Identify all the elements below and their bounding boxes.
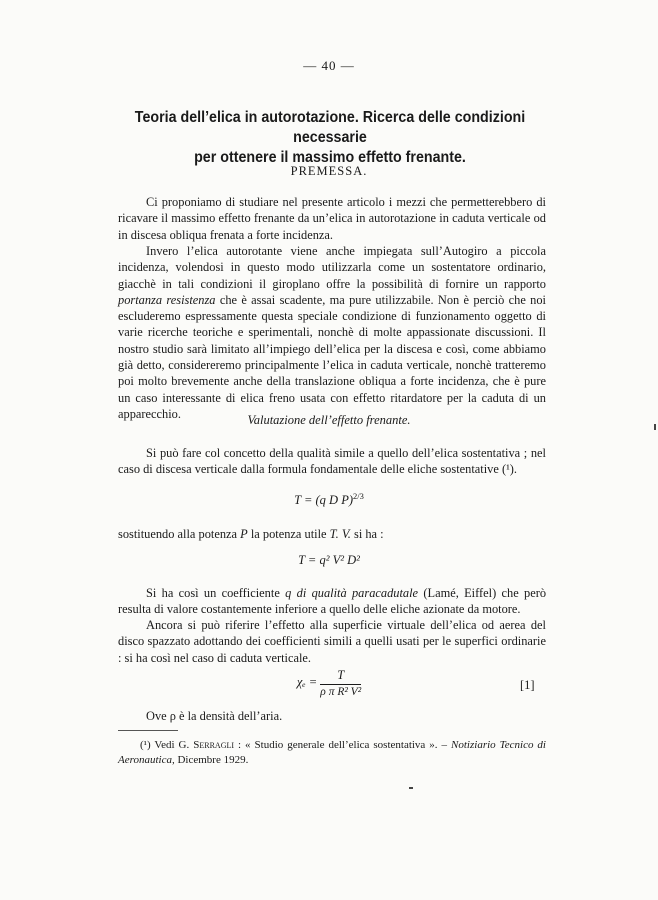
footnote-journal: Notiziario Tecnico di Aeronautica, <box>118 739 546 766</box>
paragraph-1-text: Ci proponiamo di studiare nel presente articolo i mezzi che permetterebbero di ricavare il massimo effetto frenante da un’elica in autorotazione in caduta verticale od in discesa obliqua frenata a forte incidenza. <box>118 195 546 242</box>
paragraph-4-TV: T. V. <box>329 527 351 541</box>
footnote-text-b: : « Studio generale dell’elica sostentativa ». – <box>238 739 448 751</box>
footnote-rule <box>118 730 178 731</box>
title-line-2: per ottenere il massimo effetto frenante. <box>194 149 466 166</box>
paragraph-3-text: Si può fare col concetto della qualità simile a quello dell’elica sostentativa ; nel caso di discesa verticale dalla formula fondamentale delle eliche sostentative <box>118 446 546 477</box>
equation-1-body: T = (q D P) <box>294 493 354 508</box>
footnote-text-c: Dicembre 1929. <box>177 753 249 766</box>
paragraph-4 <box>118 526 546 542</box>
paragraph-5-text-a: Si ha così un coefficiente <box>146 586 280 600</box>
equation-1 <box>0 491 658 508</box>
equation-3-numerator: T <box>320 668 361 685</box>
equation-2: T = q² V² D² <box>298 553 360 567</box>
footnote-text-a: (¹) Vedi G. <box>140 739 190 751</box>
paragraph-4-P: P <box>240 527 248 541</box>
footnote-author: Serragli <box>193 739 235 751</box>
equation-3-fraction <box>320 668 361 698</box>
paragraph-2-italic: portanza resistenza <box>118 292 216 307</box>
footnote-ref: (¹). <box>501 462 518 477</box>
paragraph-2-text-a: Invero l’elica autorotante viene anche impiegata sull’Autogiro a piccola incidenza, volendosi in questo modo utilizzarla come un sostentatore ordinario, giacchè in tali condizioni il giroplano offre la possibilità di fornire un rapporto <box>118 244 546 291</box>
paragraph-5-italic: q di qualità paracadutale <box>285 586 419 600</box>
footnote <box>118 738 546 767</box>
paragraph-4-text-b: la potenza utile <box>250 527 327 541</box>
paragraph-4-text-c: si ha : <box>354 527 384 541</box>
paragraph-2-text-b: che è assai scadente, ma pure utilizzabile. Non è perciò che noi escluderemo espressamente questa speciale condizione di funzionamento oggetto di varie ricerche teoriche e sperimentali, nonchè di molte appassionate discussioni. Il nostro studio sarà limitato all’impiego dell’elica per la discesa e così, come abbiamo già detto, considereremo principalmente l’elica in caduta verticale, nonchè tratteremo poi molto brevemente anche della translazione obliqua a forte incidenza, che è pure un caso interessante di elica freno usata con effetto ritardatore per la caduta di un apparecchio. <box>118 292 546 421</box>
paragraph-1 <box>118 194 546 243</box>
equation-3-lhs: χₑ = <box>296 674 318 689</box>
equation-3-denominator: ρ π R² V² <box>320 686 362 698</box>
equation-3 <box>0 668 658 698</box>
paragraph-5 <box>118 585 546 618</box>
section-heading: PREMESSA. <box>290 164 368 178</box>
scan-speck <box>409 787 413 789</box>
paragraph-7-text: Ove ρ è la densità dell’aria. <box>146 709 283 723</box>
subheading: Valutazione dell’effetto frenante. <box>247 413 411 427</box>
paragraph-6-text: Ancora si può riferire l’effetto alla superficie virtuale dell’elica od aerea del disco spazzato adottando dei coefficienti simili a quelli usati per le superfici ordinarie : si ha così nel caso di caduta verticale. <box>118 618 546 665</box>
paragraph-3 <box>118 445 546 478</box>
equation-1-exponent: 2/3 <box>353 491 364 501</box>
paragraph-6 <box>118 617 546 666</box>
paragraph-4-text-a: sostituendo alla potenza <box>118 527 238 541</box>
equation-3-tag: [1] <box>520 678 535 692</box>
page-number: — 40 — <box>303 58 355 73</box>
article-title <box>128 108 533 168</box>
paragraph-2 <box>118 243 546 422</box>
title-line-1: Teoria dell’elica in autorotazione. Ricerca delle condizioni necessarie <box>134 109 526 146</box>
scan-mark <box>654 424 656 430</box>
paragraph-5-text-b: (Lamé, Eiffel) che però resulta di valore costantemente inferiore a quello delle eliche azionate da motore. <box>118 586 547 617</box>
paragraph-7 <box>118 708 546 724</box>
